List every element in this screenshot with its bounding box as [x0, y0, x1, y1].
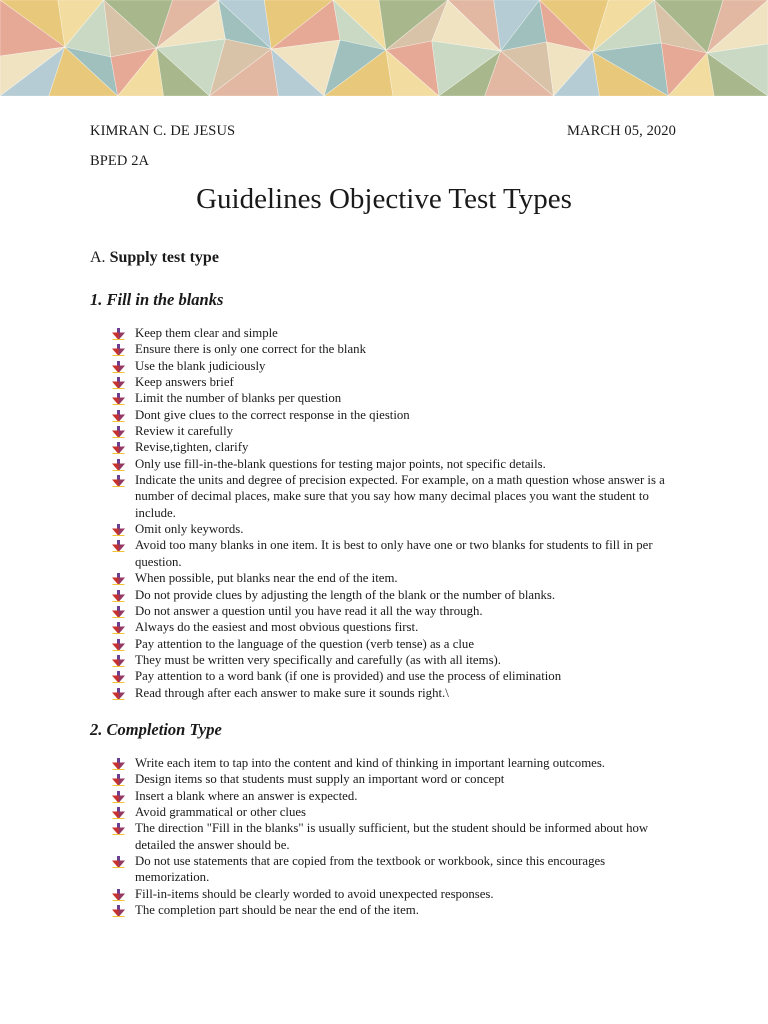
down-arrow-icon: [112, 459, 125, 471]
down-arrow-icon: [112, 573, 125, 585]
list-item-text: Insert a blank where an answer is expected.: [135, 788, 358, 803]
down-arrow-icon: [112, 856, 125, 868]
list-item: [112, 619, 682, 635]
list-item-text: Use the blank judiciously: [135, 358, 266, 373]
list-item: [112, 902, 682, 918]
list-item-text: Do not provide clues by adjusting the length of the blank or the number of blanks.: [135, 587, 556, 602]
down-arrow-icon: [112, 823, 125, 835]
list-item: [112, 358, 682, 374]
list-item: [112, 853, 682, 886]
list-item-text: Dont give clues to the correct response in the qiestion: [135, 407, 410, 422]
list-item-text: Avoid too many blanks in one item. It is best to only have one or two blanks for students to fill in per question.: [135, 538, 653, 569]
down-arrow-icon: [112, 475, 125, 487]
down-arrow-icon: [112, 671, 125, 683]
down-arrow-icon: [112, 524, 125, 536]
down-arrow-icon: [112, 905, 125, 917]
list-item-text: Indicate the units and degree of precision expected. For example, on a math question whose answer is a number of decimal places, make sure that you say how many decimal places you want the student to include.: [135, 473, 665, 520]
section-a-heading: [90, 249, 219, 267]
document-date: MARCH 05, 2020: [567, 123, 676, 139]
list-item: [112, 652, 682, 668]
list-item-text: Write each item to tap into the content and kind of thinking in important learning outcomes.: [135, 756, 606, 770]
list-item-text: Only use fill-in-the-blank questions for testing major points, not specific details.: [135, 456, 546, 471]
list-item: [112, 456, 682, 472]
list-item: [112, 423, 682, 439]
down-arrow-icon: [112, 377, 125, 389]
list-item-text: Avoid grammatical or other clues: [135, 805, 307, 820]
section-a-letter: A.: [90, 249, 106, 266]
list-item: [112, 570, 682, 586]
down-arrow-icon: [112, 344, 125, 356]
list-item: [112, 771, 682, 787]
down-arrow-icon: [112, 622, 125, 634]
list-item-text: Review it carefully: [135, 424, 234, 439]
down-arrow-icon: [112, 688, 125, 700]
list-item-text: Design items so that students must supply an important word or concept: [135, 772, 505, 787]
page-title: Guidelines Objective Test Types: [196, 183, 572, 215]
list-item-text: The direction "Fill in the blanks" is usually sufficient, but the student should be informed about how detailed the answer should be.: [135, 821, 649, 852]
list-item-text: Limit the number of blanks per question: [135, 391, 342, 406]
down-arrow-icon: [112, 361, 125, 373]
down-arrow-icon: [112, 328, 125, 340]
list-item-text: Do not answer a question until you have read it all the way through.: [135, 603, 483, 618]
down-arrow-icon: [112, 889, 125, 901]
list-item-text: When possible, put blanks near the end of the item.: [135, 571, 398, 586]
list-item: [112, 603, 682, 619]
down-arrow-icon: [112, 442, 125, 454]
list-item: [112, 325, 682, 341]
list-item-text: They must be written very specifically and carefully (as with all items).: [135, 652, 502, 667]
list-item-text: Omit only keywords.: [135, 522, 244, 537]
fill-in-blanks-guideline-list: [112, 325, 682, 701]
list-item: [112, 788, 682, 804]
down-arrow-icon: [112, 807, 125, 819]
list-item: [112, 685, 682, 701]
list-item: [112, 374, 682, 390]
list-item-text: Keep answers brief: [135, 375, 234, 390]
down-arrow-icon: [112, 791, 125, 803]
subsection-heading-completion-type: 2. Completion Type: [90, 720, 222, 739]
list-item: [112, 668, 682, 684]
author-name: KIMRAN C. DE JESUS: [90, 123, 236, 139]
list-item-text: The completion part should be near the end of the item.: [135, 903, 419, 918]
list-item-text: Pay attention to a word bank (if one is provided) and use the process of elimination: [135, 669, 562, 684]
list-item-text: Always do the easiest and most obvious questions first.: [135, 620, 419, 635]
list-item: [112, 537, 682, 570]
list-item: [112, 804, 682, 820]
down-arrow-icon: [112, 426, 125, 438]
list-item: [112, 472, 682, 521]
down-arrow-icon: [112, 655, 125, 667]
list-item: [112, 407, 682, 423]
list-item-text: Read through after each answer to make sure it sounds right.\: [135, 685, 449, 700]
list-item-text: Pay attention to the language of the question (verb tense) as a clue: [135, 636, 475, 651]
list-item-text: Fill-in-items should be clearly worded to avoid unexpected responses.: [135, 886, 494, 901]
list-item: [112, 521, 682, 537]
down-arrow-icon: [112, 410, 125, 422]
down-arrow-icon: [112, 540, 125, 552]
list-item: [112, 755, 682, 771]
down-arrow-icon: [112, 590, 125, 602]
list-item: [112, 636, 682, 652]
completion-type-guideline-list: [112, 755, 682, 918]
list-item-text: Keep them clear and simple: [135, 326, 278, 340]
section-a-title: Supply test type: [109, 249, 219, 266]
down-arrow-icon: [112, 758, 125, 770]
down-arrow-icon: [112, 606, 125, 618]
down-arrow-icon: [112, 393, 125, 405]
list-item: [112, 587, 682, 603]
list-item-text: Do not use statements that are copied from the textbook or workbook, since this encourages memorization.: [135, 854, 606, 885]
list-item-text: Revise,tighten, clarify: [135, 440, 249, 455]
subsection-heading-fill-in-blanks: 1. Fill in the blanks: [90, 290, 224, 309]
decorative-header-banner: [0, 0, 768, 96]
class-section: BPED 2A: [90, 153, 150, 169]
list-item: [112, 820, 682, 853]
down-arrow-icon: [112, 639, 125, 651]
down-arrow-icon: [112, 774, 125, 786]
list-item: [112, 886, 682, 902]
list-item-text: Ensure there is only one correct for the blank: [135, 342, 366, 357]
list-item: [112, 439, 682, 455]
list-item: [112, 341, 682, 357]
list-item: [112, 390, 682, 406]
